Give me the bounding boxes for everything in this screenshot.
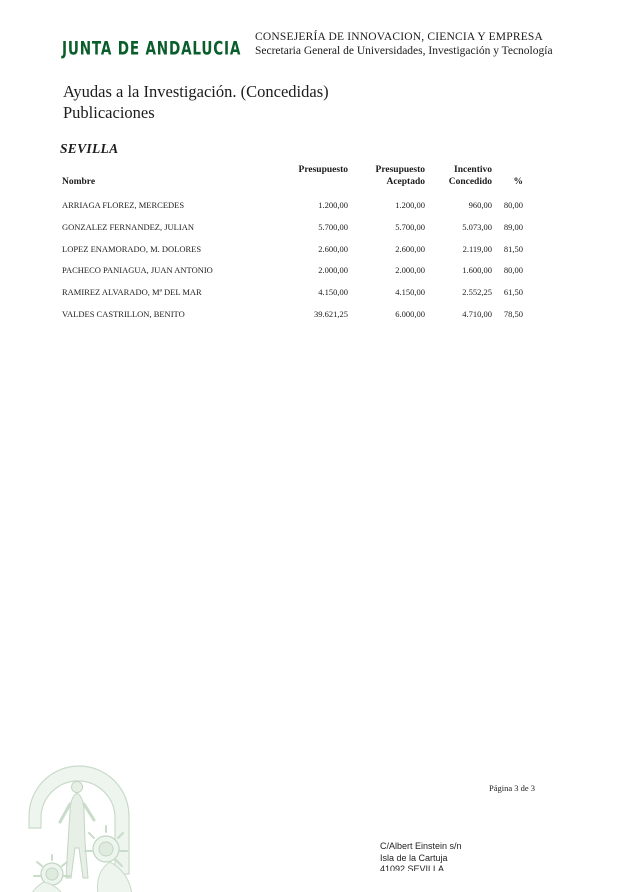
cell-pct: 61,50 <box>503 287 523 298</box>
cell-nombre: GONZALEZ FERNANDEZ, JULIAN <box>62 221 194 232</box>
cell-aceptado: 4.150,00 <box>395 287 425 298</box>
doc-subtitle: Publicaciones <box>63 103 155 122</box>
cell-nombre: ARRIAGA FLOREZ, MERCEDES <box>62 200 185 210</box>
page-indicator: Página 3 de 3 <box>489 783 536 793</box>
cell-aceptado: 6.000,00 <box>395 308 425 319</box>
cell-incentivo: 2.552,25 <box>462 287 492 298</box>
cell-aceptado: 5.700,00 <box>395 221 425 232</box>
province-heading: SEVILLA <box>60 141 119 156</box>
cell-aceptado: 2.000,00 <box>395 265 425 276</box>
address-line: 41092 SEVILLA <box>380 864 445 871</box>
cell-presupuesto: 1.200,00 <box>318 200 348 210</box>
col-header-presupuesto-aceptado-line1: Presupuesto <box>375 165 425 175</box>
address-line: C/Albert Einstein s/n <box>380 841 462 851</box>
table-row <box>62 287 523 309</box>
table-row <box>62 200 523 222</box>
header-spacer <box>492 164 523 176</box>
organization-block <box>255 31 575 57</box>
cell-incentivo: 960,00 <box>468 200 492 210</box>
table-row <box>62 265 523 287</box>
footer-address <box>380 841 550 871</box>
cell-nombre: RAMIREZ ALVARADO, Mª DEL MAR <box>62 287 202 298</box>
table-row <box>62 222 523 244</box>
cell-presupuesto: 4.150,00 <box>318 287 348 298</box>
col-header-nombre: Nombre <box>62 177 96 187</box>
cell-nombre: VALDES CASTRILLON, BENITO <box>62 308 185 319</box>
col-header-incentivo-line2: Concedido <box>448 177 492 187</box>
cell-aceptado: 2.600,00 <box>395 243 425 254</box>
cell-presupuesto: 39.621,25 <box>314 308 348 319</box>
cell-pct: 81,50 <box>503 243 523 254</box>
header-spacer <box>62 164 268 176</box>
cell-incentivo: 5.073,00 <box>462 221 492 232</box>
col-header-percent: % <box>513 177 523 187</box>
cell-incentivo: 2.119,00 <box>462 243 492 254</box>
address-line: Isla de la Cartuja <box>380 852 448 863</box>
document-title-block <box>63 81 329 123</box>
andalucia-emblem-watermark-icon <box>22 752 140 892</box>
table-body <box>62 200 523 331</box>
junta-de-andalucia-logo: JUNTA DE ANDALUCIA <box>62 38 242 60</box>
cell-nombre: LOPEZ ENAMORADO, M. DOLORES <box>62 243 202 254</box>
cell-presupuesto: 2.600,00 <box>318 243 348 254</box>
col-header-incentivo-line1: Incentivo <box>454 165 492 175</box>
col-header-presupuesto-aceptado-line2: Aceptado <box>386 177 425 187</box>
table-header-row-2 <box>62 176 523 188</box>
cell-incentivo: 1.600,00 <box>462 265 492 276</box>
doc-title: Ayudas a la Investigación. (Concedidas) <box>63 82 329 101</box>
cell-nombre: PACHECO PANIAGUA, JUAN ANTONIO <box>62 265 213 276</box>
cell-pct: 80,00 <box>503 265 523 276</box>
col-header-presupuesto: Presupuesto <box>298 165 348 175</box>
cell-pct: 89,00 <box>503 221 523 232</box>
table-header-row-1 <box>62 164 523 176</box>
cell-pct: 80,00 <box>503 200 523 210</box>
secretaria-line: Secretaria General de Universidades, Investigación y Tecnología <box>255 45 553 57</box>
cell-incentivo: 4.710,00 <box>462 308 492 319</box>
table-row <box>62 244 523 266</box>
consejeria-line: CONSEJERÍA DE INNOVACION, CIENCIA Y EMPRESA <box>255 31 544 43</box>
cell-pct: 78,50 <box>503 308 523 319</box>
header-spacer <box>268 176 348 188</box>
cell-aceptado: 1.200,00 <box>395 200 425 210</box>
grants-table <box>62 164 523 331</box>
cell-presupuesto: 5.700,00 <box>318 221 348 232</box>
table-row <box>62 309 523 331</box>
cell-presupuesto: 2.000,00 <box>318 265 348 276</box>
